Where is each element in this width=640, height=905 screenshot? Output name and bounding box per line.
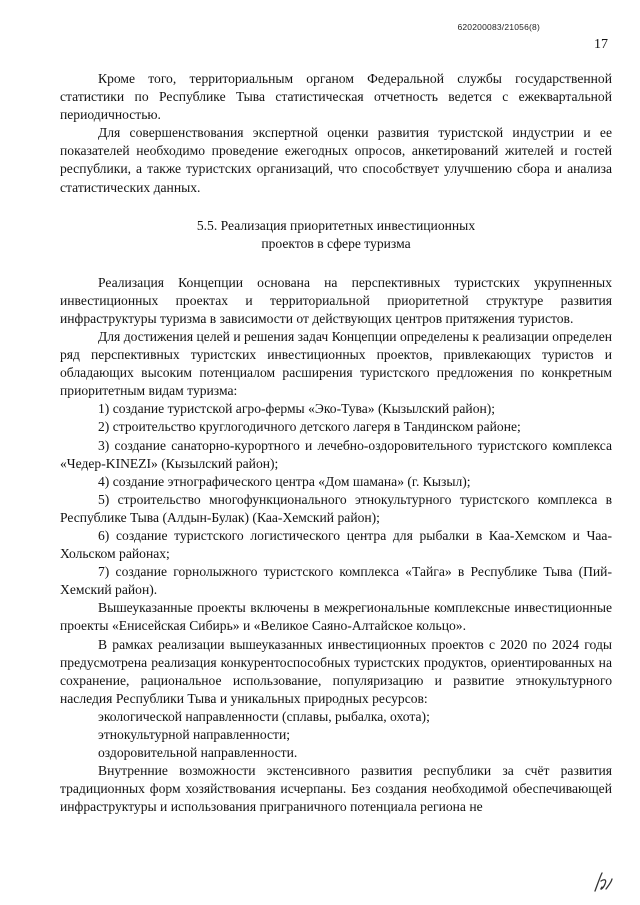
list-item: 1) создание туристской агро-фермы «Эко-Тува» (Кызылский район); (98, 401, 496, 417)
list-item: 4) создание этнографического центра «Дом шамана» (г. Кызыл); (98, 473, 471, 489)
paragraph: Вышеуказанные проекты включены в межрегиональные комплексные инвестиционные проекты «Енисейская Сибирь» и «Великое Саяно-Алтайское кольцо». (60, 600, 612, 634)
paragraph: Кроме того, территориальным органом Федеральной службы государственной статистики по Республике Тыва статистическая отчетность ведется с ежеквартальной периодичностью. (60, 71, 612, 123)
handwritten-initials-icon (592, 869, 614, 895)
list-item: 2) строительство круглогодичного детского лагеря в Тандинском районе; (98, 419, 521, 435)
page-number: 17 (594, 37, 608, 52)
section-heading-line: проектов в сфере туризма (261, 236, 411, 252)
document-id: 620200083/21056(8) (457, 22, 540, 32)
list-item: 7) создание горнолыжного туристского комплекса «Тайга» в Республике Тыва (Пий-Хемский район). (60, 564, 612, 598)
section-heading (60, 217, 612, 254)
list-item: 3) создание санаторно-курортного и лечебно-оздоровительного туристского комплекса «Чедер-KINEZI» (Кызылский район); (60, 437, 612, 471)
paragraph: Для достижения целей и решения задач Концепции определены к реализации определен ряд перспективных туристских инвестиционных проектов, привлекающих туристов и обладающих высоким потенциалом расширения туристского предложения по конкретным приоритетным видам туризма: (60, 328, 612, 399)
list-item: экологической направленности (сплавы, рыбалка, охота); (98, 708, 430, 724)
list-item: оздоровительной направленности. (98, 745, 298, 761)
paragraph: Реализация Концепции основана на перспективных туристских укрупненных инвестиционных проектах и территориальной приоритетной структуре развития инфраструктуры туризма в зависимости от действующих центров притяжения туристов. (60, 274, 612, 326)
paragraph: Для совершенствования экспертной оценки развития туристской индустрии и ее показателей необходимо проведение ежегодных опросов, анкетирований жителей и гостей республики, а также туристских организаций, что способствует улучшению сбора и анализа статистических данных. (60, 125, 612, 195)
document-body (60, 70, 612, 816)
section-heading-line: 5.5. Реализация приоритетных инвестиционных (196, 217, 476, 233)
list-item: 6) создание туристского логистического центра для рыбалки в Каа-Хемском и Чаа-Хольском районах; (60, 527, 612, 562)
paragraph: Внутренние возможности экстенсивного развития республики за счёт развития традиционных форм хозяйствования исчерпаны. Без создания необходимой обеспечивающей инфраструктуры и использования приграничного потенциала региона не (60, 763, 612, 815)
paragraph: В рамках реализации вышеуказанных инвестиционных проектов с 2020 по 2024 годы предусмотрена реализация конкурентоспособных туристских продуктов, ориентированных на сохранение, рациональное использование, популяризацию и развитие этнокультурного наследия Республики Тыва и уникальных природных ресурсов: (60, 636, 612, 706)
list-item: 5) строительство многофункционального этнокультурного туристского комплекса в Республике Тыва (Алдын-Булак) (Каа-Хемский район); (60, 491, 612, 525)
list-item: этнокультурной направленности; (98, 727, 291, 742)
